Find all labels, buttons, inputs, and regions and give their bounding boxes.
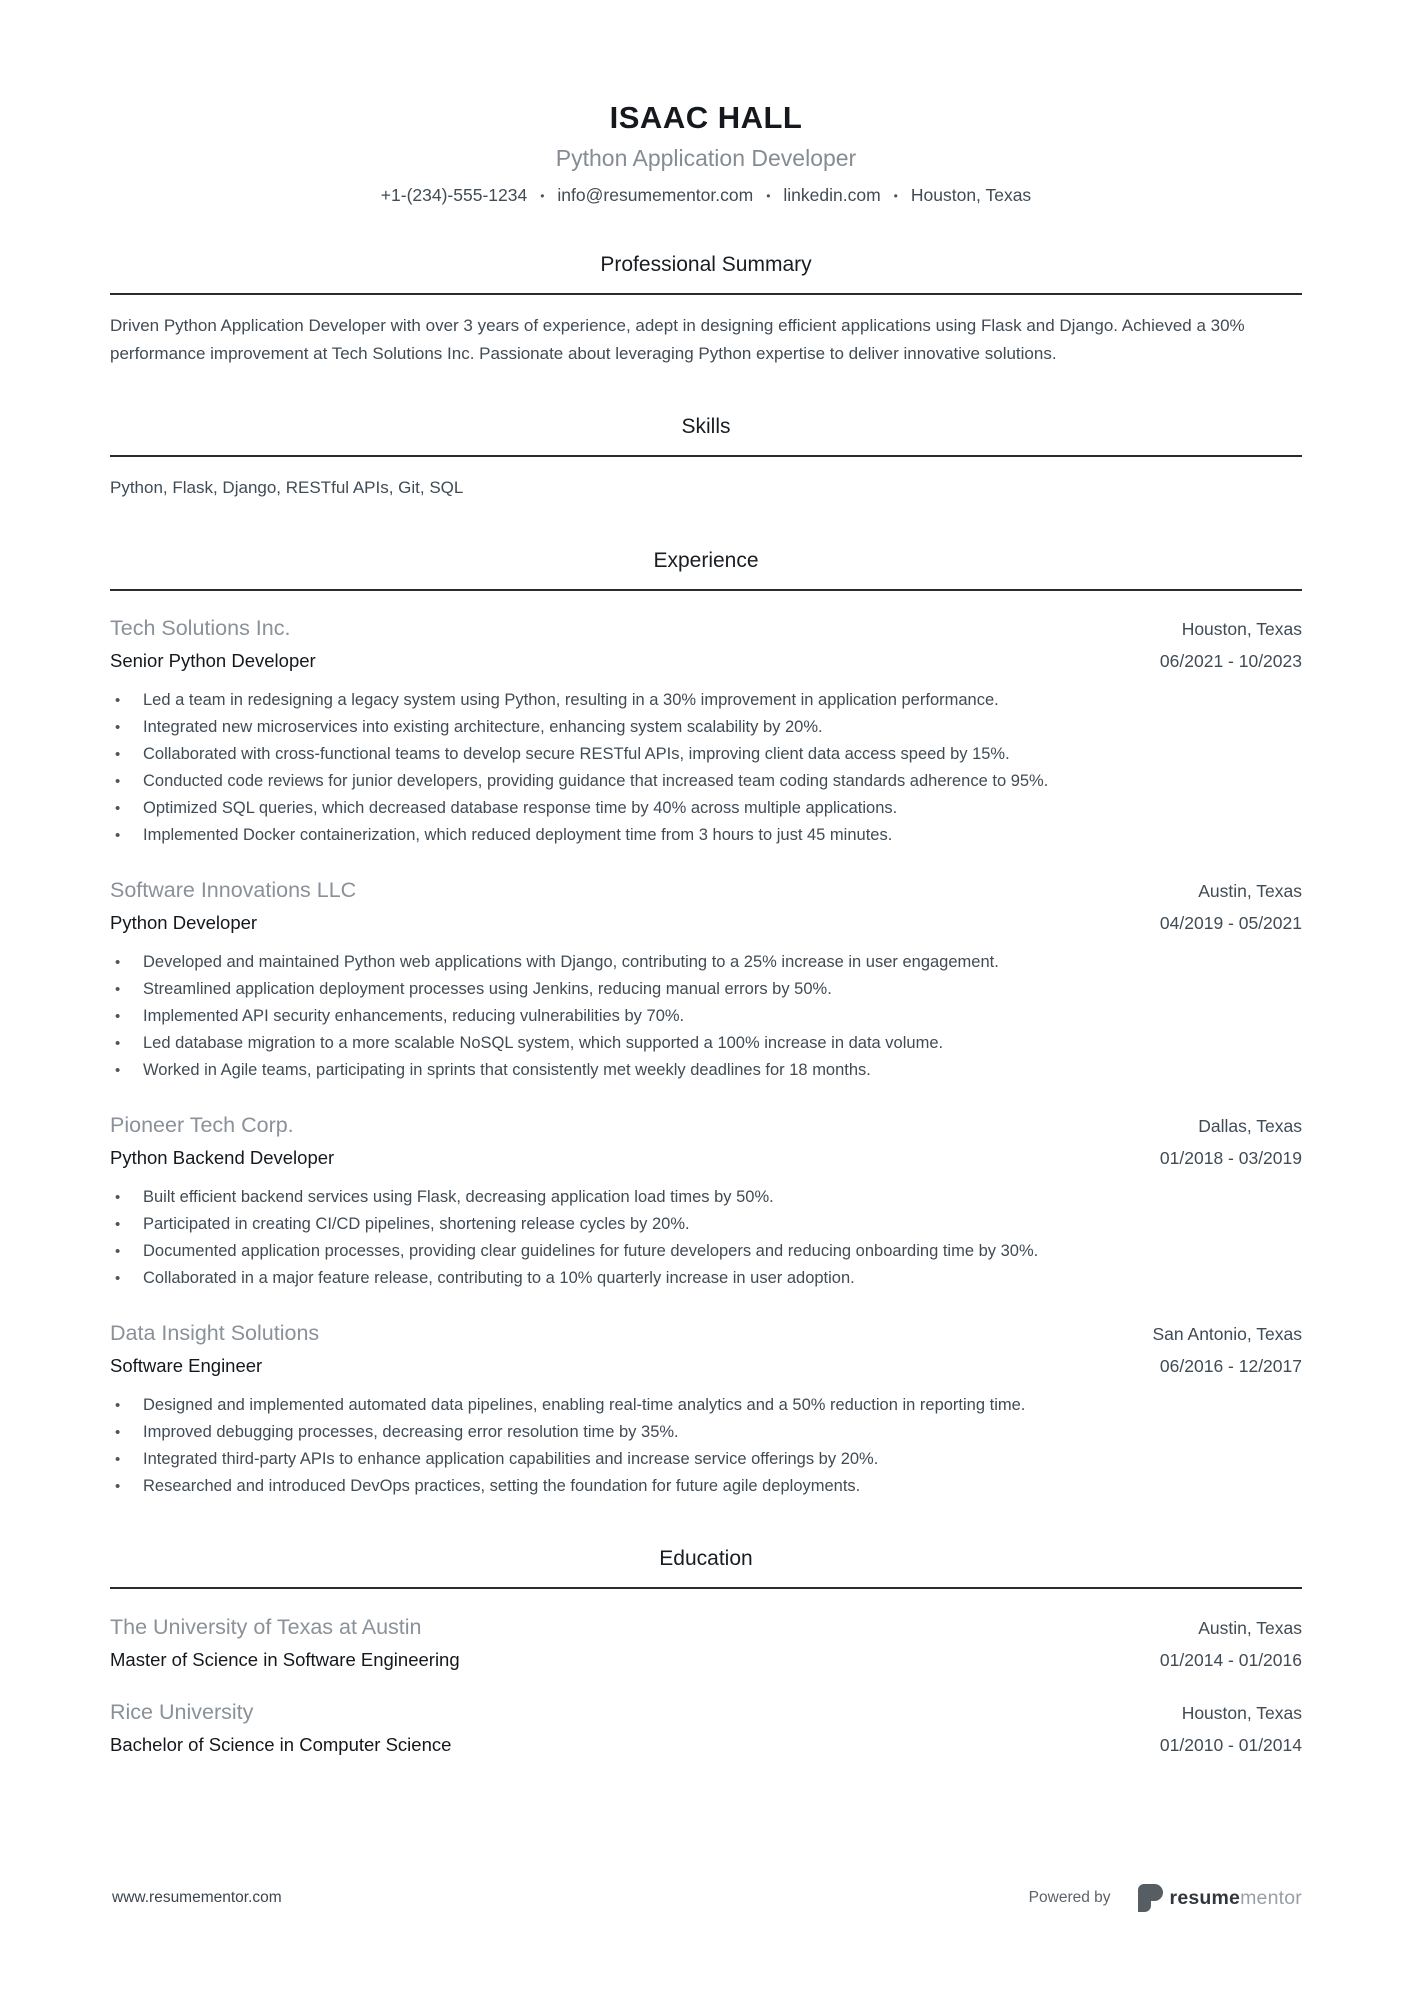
section-summary bbox=[110, 252, 1302, 368]
bullet-item: • Documented application processes, providing clear guidelines for future developers and reducing onboarding time by 30%. bbox=[143, 1238, 1302, 1265]
logo-text-light: mentor bbox=[1240, 1886, 1302, 1909]
job-title: Software Engineer bbox=[110, 1355, 263, 1376]
job-title: Senior Python Developer bbox=[110, 650, 316, 671]
bullet-item: • Designed and implemented automated data pipelines, enabling real-time analytics and a 50% reduction in reporting time. bbox=[143, 1392, 1302, 1419]
job-dates: 04/2019 - 05/2021 bbox=[1159, 913, 1302, 933]
section-skills bbox=[110, 414, 1302, 502]
summary-heading: Professional Summary bbox=[600, 253, 812, 276]
candidate-name: ISAAC HALL bbox=[609, 100, 803, 135]
entry-row bbox=[110, 1642, 1302, 1673]
entry-row bbox=[110, 1318, 1302, 1348]
bullet-item: • Improved debugging processes, decreasing error resolution time by 35%. bbox=[143, 1419, 1302, 1446]
powered-by bbox=[1029, 1883, 1302, 1913]
entry-row bbox=[110, 1612, 1302, 1642]
entry-row bbox=[110, 1110, 1302, 1140]
skills-heading: Skills bbox=[681, 415, 731, 438]
job-bullets bbox=[110, 687, 1302, 849]
candidate-title: Python Application Developer bbox=[555, 145, 857, 171]
bullet-item: • Optimized SQL queries, which decreased database response time by 40% across multiple applications. bbox=[143, 795, 1302, 822]
section-education bbox=[110, 1546, 1302, 1758]
page-footer bbox=[112, 1883, 1302, 1913]
experience-entry bbox=[110, 875, 1302, 1084]
separator-dot: • bbox=[540, 188, 545, 203]
skills-list: Python, Flask, Django, RESTful APIs, Git, SQL bbox=[110, 478, 464, 497]
resume-header bbox=[110, 100, 1302, 206]
bullet-item: • Conducted code reviews for junior developers, providing guidance that increased team coding standards adherence to 95%. bbox=[143, 768, 1302, 795]
separator-dot: • bbox=[893, 188, 898, 203]
bullet-item: • Collaborated with cross-functional teams to develop secure RESTful APIs, improving client data access speed by 15%. bbox=[143, 741, 1302, 768]
experience-heading: Experience bbox=[653, 549, 759, 572]
job-location: Dallas, Texas bbox=[1198, 1116, 1302, 1136]
company-name: Pioneer Tech Corp. bbox=[110, 1113, 294, 1137]
bullet-item: • Collaborated in a major feature release, contributing to a 10% quarterly increase in user adoption. bbox=[143, 1265, 1302, 1292]
school-location: Austin, Texas bbox=[1198, 1618, 1302, 1638]
job-dates: 01/2018 - 03/2019 bbox=[1159, 1148, 1302, 1168]
bullet-item: • Implemented API security enhancements, reducing vulnerabilities by 70%. bbox=[143, 1003, 1302, 1030]
bullet-item: • Integrated new microservices into existing architecture, enhancing system scalability by 20%. bbox=[143, 714, 1302, 741]
job-location: San Antonio, Texas bbox=[1152, 1324, 1302, 1344]
experience-entry bbox=[110, 613, 1302, 849]
job-bullets bbox=[110, 1392, 1302, 1500]
job-location: Houston, Texas bbox=[1181, 619, 1302, 639]
school-name: The University of Texas at Austin bbox=[110, 1615, 422, 1639]
resumementor-logo-icon bbox=[1137, 1883, 1164, 1913]
job-dates: 06/2021 - 10/2023 bbox=[1159, 651, 1302, 671]
section-divider bbox=[110, 1587, 1302, 1589]
degree-name: Bachelor of Science in Computer Science bbox=[110, 1734, 452, 1755]
job-bullets bbox=[110, 1184, 1302, 1292]
company-name: Data Insight Solutions bbox=[110, 1321, 320, 1345]
job-title: Python Developer bbox=[110, 912, 258, 933]
education-entry bbox=[110, 1697, 1302, 1758]
section-divider bbox=[110, 589, 1302, 591]
resumementor-logo[interactable] bbox=[1137, 1883, 1302, 1913]
job-title: Python Backend Developer bbox=[110, 1147, 335, 1168]
job-location: Austin, Texas bbox=[1198, 881, 1302, 901]
education-entry bbox=[110, 1612, 1302, 1673]
section-experience bbox=[110, 548, 1302, 1500]
degree-name: Master of Science in Software Engineering bbox=[110, 1649, 460, 1670]
entry-row bbox=[110, 1697, 1302, 1727]
contact-location: Houston, Texas bbox=[910, 185, 1032, 205]
bullet-item: • Participated in creating CI/CD pipelines, shortening release cycles by 20%. bbox=[143, 1211, 1302, 1238]
powered-by-label: Powered by bbox=[1028, 1889, 1111, 1906]
summary-text: Driven Python Application Developer with over 3 years of experience, adept in designing efficient applications using Flask and Django. Achieved a 30% performance improvement at Tech Solutions Inc. Passionate about leveraging Python expertise to deliver innovative solutions. bbox=[110, 316, 1245, 363]
company-name: Software Innovations LLC bbox=[110, 878, 357, 902]
contact-linkedin[interactable]: linkedin.com bbox=[783, 185, 881, 205]
experience-entry bbox=[110, 1110, 1302, 1292]
contact-email[interactable]: info@resumementor.com bbox=[557, 185, 754, 205]
footer-website-link[interactable]: www.resumementor.com bbox=[112, 1889, 282, 1906]
bullet-item: • Implemented Docker containerization, which reduced deployment time from 3 hours to just 45 minutes. bbox=[143, 822, 1302, 849]
entry-row bbox=[110, 613, 1302, 643]
job-dates: 06/2016 - 12/2017 bbox=[1159, 1356, 1302, 1376]
entry-row bbox=[110, 643, 1302, 674]
bullet-item: • Led database migration to a more scalable NoSQL system, which supported a 100% increase in data volume. bbox=[143, 1030, 1302, 1057]
entry-row bbox=[110, 1348, 1302, 1379]
entry-row bbox=[110, 1140, 1302, 1171]
bullet-item: • Worked in Agile teams, participating in sprints that consistently met weekly deadlines for 18 months. bbox=[143, 1057, 1302, 1084]
job-bullets bbox=[110, 949, 1302, 1084]
contact-phone: +1-(234)-555-1234 bbox=[380, 185, 528, 205]
contact-line bbox=[110, 185, 1302, 206]
section-divider bbox=[110, 293, 1302, 295]
school-location: Houston, Texas bbox=[1181, 1703, 1302, 1723]
company-name: Tech Solutions Inc. bbox=[110, 616, 291, 640]
bullet-item: • Streamlined application deployment processes using Jenkins, reducing manual errors by 50%. bbox=[143, 976, 1302, 1003]
section-divider bbox=[110, 455, 1302, 457]
logo-text-bold: resume bbox=[1169, 1886, 1241, 1909]
school-name: Rice University bbox=[110, 1700, 254, 1724]
school-dates: 01/2010 - 01/2014 bbox=[1159, 1735, 1302, 1755]
bullet-item: • Built efficient backend services using Flask, decreasing application load times by 50%. bbox=[143, 1184, 1302, 1211]
bullet-item: • Led a team in redesigning a legacy system using Python, resulting in a 30% improvement in application performance. bbox=[143, 687, 1302, 714]
entry-row bbox=[110, 1727, 1302, 1758]
logo-text bbox=[1170, 1887, 1302, 1910]
entry-row bbox=[110, 905, 1302, 936]
education-heading: Education bbox=[659, 1547, 753, 1570]
experience-entry bbox=[110, 1318, 1302, 1500]
school-dates: 01/2014 - 01/2016 bbox=[1159, 1650, 1302, 1670]
bullet-item: • Researched and introduced DevOps practices, setting the foundation for future agile deployments. bbox=[143, 1473, 1302, 1500]
bullet-item: • Integrated third-party APIs to enhance application capabilities and increase service offerings by 20%. bbox=[143, 1446, 1302, 1473]
bullet-item: • Developed and maintained Python web applications with Django, contributing to a 25% increase in user engagement. bbox=[143, 949, 1302, 976]
separator-dot: • bbox=[766, 188, 771, 203]
entry-row bbox=[110, 875, 1302, 905]
